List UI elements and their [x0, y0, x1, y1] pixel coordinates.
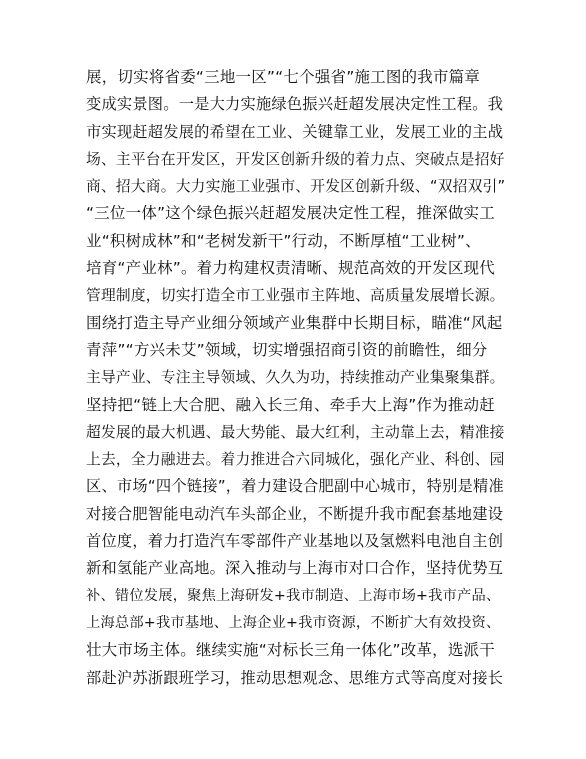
text-line: 商、招大商。大力实施工业强市、开发区创新升级、“双招双引” — [86, 178, 506, 196]
text-line: 超发展的最大机遇、最大势能、最大红利，主动靠上去，精准接 — [86, 423, 505, 441]
text-line: 围绕打造主导产业细分领域产业集群中长期目标，瞄准“风起 — [86, 313, 503, 332]
text-line: 部赴沪苏浙跟班学习，推动思想观念、思维方式等高度对接长 — [86, 668, 504, 687]
text-line: 坚持把“链上大合肥、融入长三角、牵手大上海”作为推动赶 — [86, 395, 495, 414]
text-line: 市实现赶超发展的希望在工业、关键靠工业，发展工业的主战 — [86, 122, 504, 141]
text-line: 新和氢能产业高地。深入推动与上海市对口合作，坚持优势互 — [86, 559, 504, 578]
text-line: 场、主平台在开发区，开发区创新升级的着力点、突破点是招好 — [86, 150, 505, 168]
text-line: 补、错位发展，聚焦上海研发+我市制造、上海市场+我市产品、 — [86, 587, 501, 604]
text-line: 上去，全力融进去。着力推进合六同城化，强化产业、科创、园 — [86, 451, 505, 469]
body-text — [86, 64, 506, 692]
text-line: 展，切实将省委“三地一区”“七个强省”施工图的我市篇章 — [86, 68, 481, 86]
text-line: 对接合肥智能电动汽车头部企业，不断提升我市配套基地建设 — [86, 504, 504, 523]
text-line: 业“积树成林”和“老树发新干”行动，不断厚植“工业树”、 — [86, 231, 481, 250]
text-line: 培育“产业林”。着力构建权责清晰、规范高效的开发区现代 — [86, 259, 495, 278]
text-line: 变成实景图。一是大力实施绿色振兴赶超发展决定性工程。我 — [86, 95, 504, 114]
text-line: “三位一体”这个绿色振兴赶超发展决定性工程，推深做实工 — [86, 204, 495, 223]
text-line: 上海总部+我市基地、上海企业+我市资源，不断扩大有效投资、 — [86, 614, 501, 631]
text-line: 首位度，着力打造汽车零部件产业基地以及氢燃料电池自主创 — [86, 532, 504, 551]
text-line: 青萍”“方兴未艾”领域，切实增强招商引资的前瞻性，细分 — [86, 340, 488, 359]
text-line: 壮大市场主体。继续实施“对标长三角一体化”改革，选派干 — [86, 641, 495, 660]
text-line: 主导产业、专注主导领域、久久为功，持续推动产业集聚集群。 — [86, 369, 505, 387]
text-line: 管理制度，切实打造全市工业强市主阵地、高质量发展增长源。 — [86, 287, 505, 305]
text-line: 区、市场“四个链接”，着力建设合肥副中心城市，特别是精准 — [86, 477, 504, 496]
